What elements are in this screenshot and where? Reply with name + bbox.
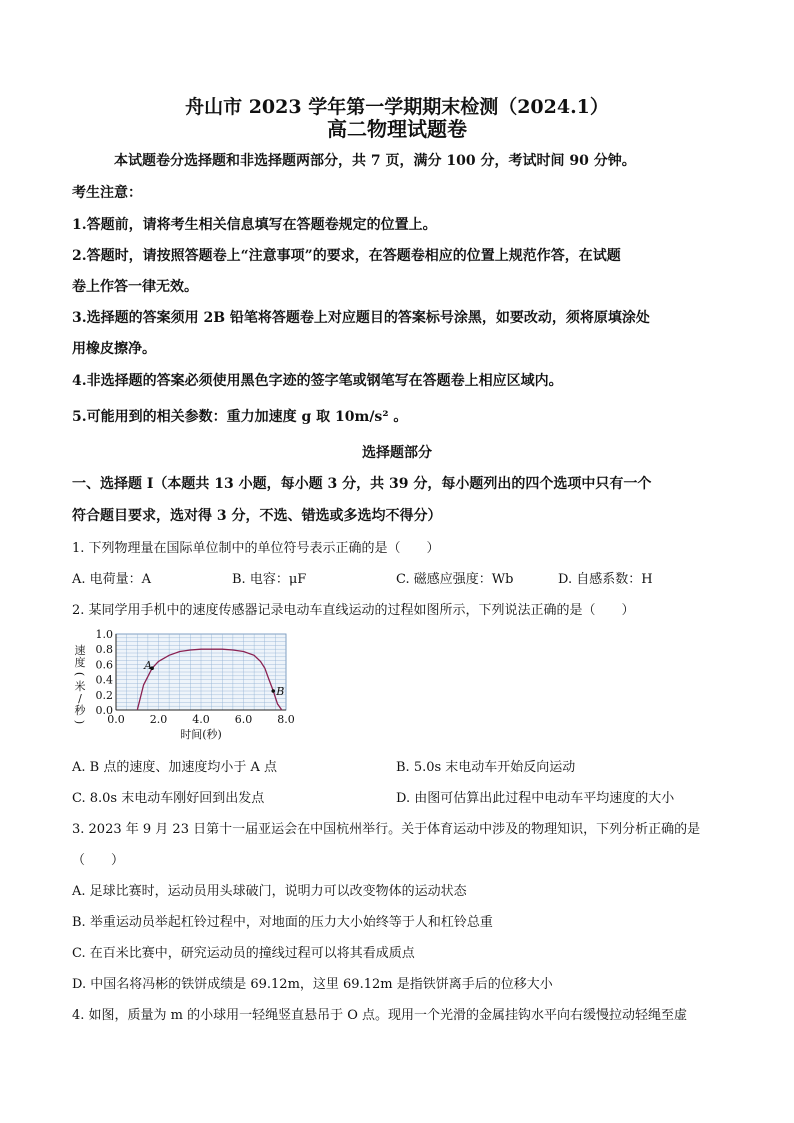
section-title: 选择题部分 — [362, 445, 432, 461]
exam-subtitle: 高二物理试题卷 — [327, 117, 467, 141]
y-tick-label: 0.6 — [95, 658, 113, 672]
note-5: 5.可能用到的相关参数：重力加速度 g 取 10m/s² 。 — [72, 409, 408, 425]
y-tick-label: 1.0 — [95, 628, 113, 641]
q3-stem-cont: （ ） — [72, 853, 125, 868]
y-axis-label-char: 秒 — [74, 704, 86, 717]
q2-stem: 2. 某同学用手机中的速度传感器记录电动车直线运动的过程如图所示，下列说法正确的是（ ） — [72, 603, 635, 618]
y-tick-label: 0.2 — [95, 688, 113, 702]
q2-option-b: B. 5.0s 末电动车开始反向运动 — [396, 760, 576, 775]
x-tick-label: 8.0 — [277, 713, 295, 726]
x-tick-label: 2.0 — [149, 713, 168, 726]
y-tick-label: 0.0 — [95, 704, 113, 717]
q2-option-a: A. B 点的速度、加速度均小于 A 点 — [72, 760, 277, 775]
notes-heading: 考生注意： — [72, 185, 142, 201]
q3-option-c: C. 在百米比赛中，研究运动员的撞线过程可以将其看成质点 — [72, 946, 415, 961]
part1-heading-cont: 符合题目要求，选对得 3 分，不选、错选或多选均不得分） — [72, 508, 442, 524]
note-3-cont: 用橡皮擦净。 — [72, 341, 156, 357]
y-axis-label-char: 速 — [74, 644, 86, 657]
y-axis-label-char: 度 — [74, 656, 86, 669]
x-tick-label: 4.0 — [192, 713, 210, 726]
note-3: 3.选择题的答案须用 2B 铅笔将答题卷上对应题目的答案标号涂黑，如要改动，须将原填涂处 — [72, 310, 650, 326]
x-tick-label: 0.0 — [107, 713, 125, 726]
q4-stem: 4. 如图，质量为 m 的小球用一轻绳竖直悬吊于 O 点。现用一个光滑的金属挂钩水平向右缓慢拉动轻绳至虚 — [72, 1008, 688, 1023]
x-axis-label: 时间(秒) — [180, 728, 222, 741]
part1-heading: 一、选择题 Ⅰ（本题共 13 小题，每小题 3 分，共 39 分，每小题列出的四个选项中只有一个 — [72, 476, 652, 492]
q1-option-c: C. 磁感应强度：Wb — [396, 572, 514, 587]
y-axis-label-char: ) — [73, 719, 86, 725]
note-2: 2.答题时，请按照答题卷上“注意事项”的要求，在答题卷相应的位置上规范作答，在试题 — [72, 248, 621, 264]
x-tick-label: 6.0 — [234, 713, 253, 726]
point-label-a: A — [144, 659, 153, 673]
q1-stem: 1. 下列物理量在国际单位制中的单位符号表示正确的是（ ） — [72, 541, 440, 556]
y-axis-label-char: ( — [73, 671, 86, 677]
note-1: 1.答题前，请将考生相关信息填写在答题卷规定的位置上。 — [72, 217, 437, 233]
point-label-b: B — [276, 685, 285, 698]
q3-option-b: B. 举重运动员举起杠铃过程中，对地面的压力大小始终等于人和杠铃总重 — [72, 915, 493, 930]
chart-grid — [116, 634, 286, 710]
point-b — [271, 689, 275, 693]
q2-option-d: D. 由图可估算出此过程中电动车平均速度的大小 — [396, 791, 675, 806]
q1-option-b: B. 电容：μF — [232, 572, 307, 587]
velocity-time-chart — [70, 624, 330, 744]
y-axis-label-char: 米 — [74, 680, 86, 693]
q2-option-c: C. 8.0s 末电动车刚好回到出发点 — [72, 791, 265, 806]
q3-option-a: A. 足球比赛时，运动员用头球破门，说明力可以改变物体的运动状态 — [72, 884, 467, 899]
y-tick-label: 0.8 — [95, 643, 113, 657]
note-2-cont: 卷上作答一律无效。 — [72, 279, 198, 295]
note-4: 4.非选择题的答案必须使用黑色字迹的签字笔或钢笔写在答题卷上相应区域内。 — [72, 373, 563, 389]
q3-option-d: D. 中国名将冯彬的铁饼成绩是 69.12m，这里 69.12m 是指铁饼离手后的位移大小 — [72, 977, 553, 992]
q3-stem: 3. 2023 年 9 月 23 日第十一届亚运会在中国杭州举行。关于体育运动中涉及的物理知识，下列分析正确的是 — [72, 822, 701, 837]
exam-title: 舟山市 2023 学年第一学期期末检测（2024.1） — [185, 96, 609, 118]
q1-option-d: D. 自感系数：H — [558, 572, 653, 587]
y-tick-label: 0.4 — [95, 673, 113, 687]
intro-text: 本试题卷分选择题和非选择题两部分，共 7 页，满分 100 分，考试时间 90 分钟。 — [114, 153, 636, 169]
q1-option-a: A. 电荷量：A — [72, 572, 152, 587]
y-axis-label-char: / — [78, 692, 82, 705]
